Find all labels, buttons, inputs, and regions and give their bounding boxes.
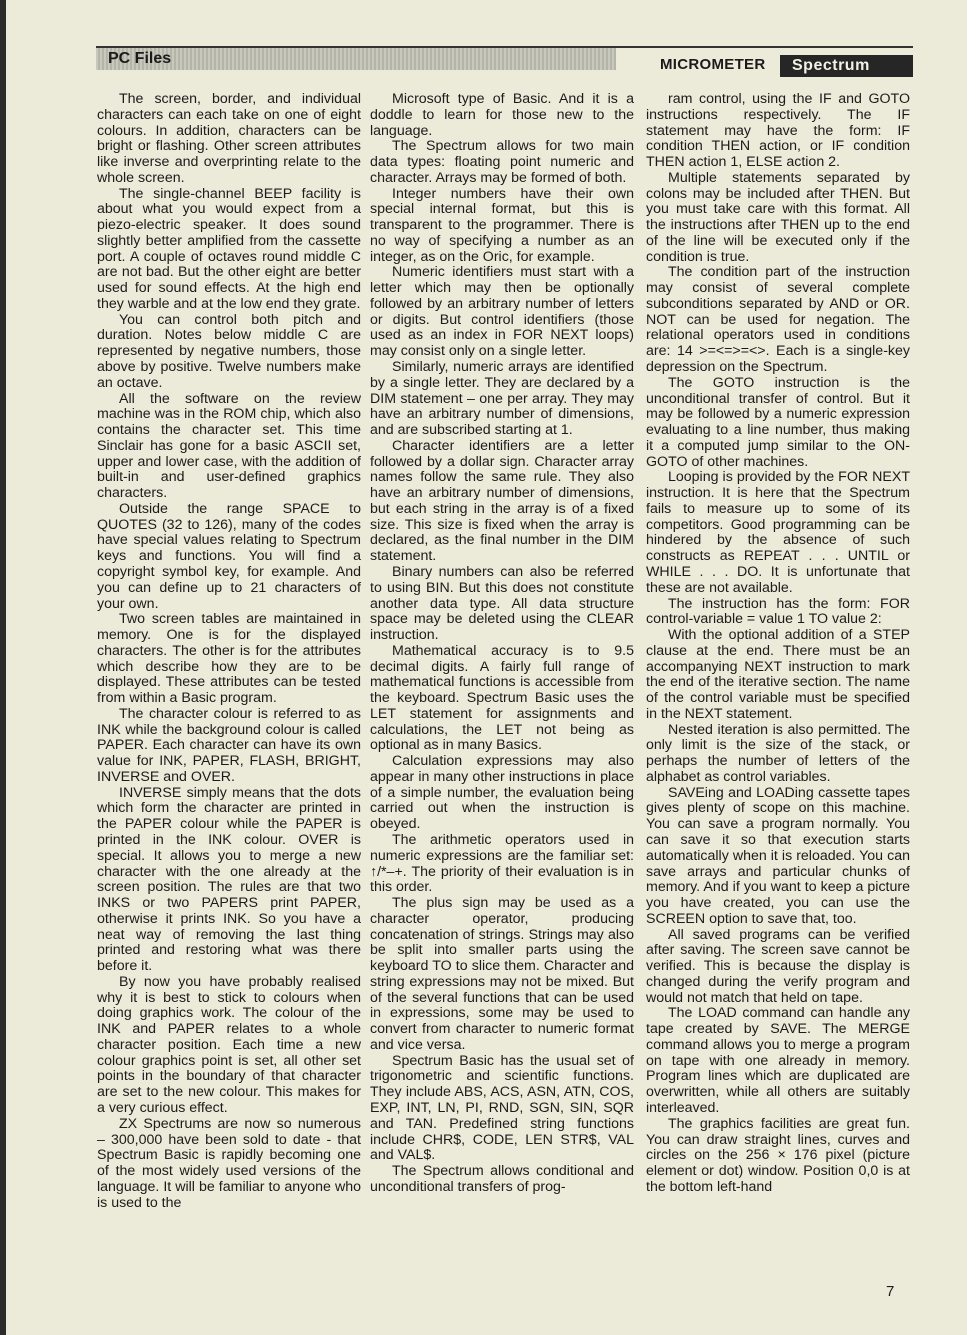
paragraph: The character colour is referred to as INK while the background colour is called PAPER. Each character can have its own value for INK, PAPER, FLASH, BRIGHT, INVERSE and OVER. [97,705,361,785]
paragraph: The Spectrum allows for two main data types: floating point numeric and character. Arrays may be formed of both. [370,138,634,186]
column-1 [97,92,361,1211]
section-tag: Spectrum [780,55,913,77]
paragraph: Outside the range SPACE to QUOTES (32 to 126), many of the codes have special values relating to Spectrum keys and functions. You will find a copyright symbol key, for example. And you can define up to 21 characters of your own. [97,500,361,612]
paragraph: Integer numbers have their own special internal format, but this is transparent to the programmer. There is no way of specifying a number as an integer, as on the Oric, for example. [370,185,634,265]
paragraph: The graphics facilities are great fun. You can draw straight lines, curves and circles on the 256 × 176 pixel (picture element or dot) window. Position 0,0 is at the bottom left-hand [646,1115,910,1195]
paragraph: Similarly, numeric arrays are identified by a single letter. They are declared by a DIM statement – one per array. They may have an arbitrary number of dimensions, and are subscribed starting at 1. [370,359,634,439]
paragraph: The screen, border, and individual characters can each take on one of eight colours. In addition, characters can be bright or flashing. Other screen attributes like inverse and overprinting relate to the whole screen. [97,91,361,186]
paragraph: ram control, using the IF and GOTO instructions respectively. The IF statement may have the form: IF condition THEN action, or IF condition THEN action 1, ELSE action 2. [646,91,910,171]
magazine-name: MICROMETER [660,56,766,73]
paragraph: The LOAD command can handle any tape created by SAVE. The MERGE command allows you to merge a program on tape with one already in memory. Program lines which are duplicated are overwritten, while all others are suitably interleaved. [646,1005,910,1116]
paragraph: All saved programs can be verified after saving. The screen save cannot be verified. This is because the display is changed during the verify program and would not match that held on tape. [646,926,910,1006]
paragraph: Numeric identifiers must start with a letter which may then be optionally followed by an arbitrary number of letters or digits. But control identifiers (those used as an index in FOR NEXT loops) may consist only on a single letter. [370,264,634,360]
paragraph: Mathematical accuracy is to 9.5 decimal digits. A fairly full range of mathematical functions is accessible from the keyboard. Spectrum Basic uses the LET statement for assignments and calculations, the LET not being as optional as in many Basics. [370,642,634,754]
paragraph: Multiple statements separated by colons may be included after THEN. But you must take care with this format. All the instructions after THEN up to the end of the line will be executed only if the condition is true. [646,169,910,265]
paragraph: SAVEing and LOADing cassette tapes gives plenty of scope on this machine. You can save a program normally. You can save it so that execution starts automatically when it is reloaded. You can save arrays and particular chunks of memory. And if you want to keep a picture you have created, you can use the SCREEN option to save that, too. [646,784,910,927]
paragraph: The Spectrum allows conditional and unconditional transfers of prog- [370,1163,634,1195]
paragraph: INVERSE simply means that the dots which form the character are printed in the PAPER colour while the PAPER is printed in the INK colour. OVER is special. It allows you to merge a new character with the one already at the screen position. The rules are that two INKS or two PAPERS print PAPER, otherwise it prints INK. So you have a neat way of removing the last thing printed and restoring what was there before it. [97,784,361,975]
paragraph: The single-channel BEEP facility is about what you would expect from a piezo-electric speaker. It does sound slightly better amplified from the cassette port. A couple of octaves round middle C are not bad. But the other eight are better used for sound effects. At the high end they warble and at the low end they grate. [97,185,361,312]
paragraph: The instruction has the form: FOR control-variable = value 1 TO value 2: [646,595,910,628]
column-2 [370,92,634,1196]
page-number: 7 [886,1283,895,1300]
header-band [96,48,616,70]
paragraph: The plus sign may be used as a character operator, producing concatenation of strings. Strings may also be split into smaller parts using the keyboard TO to slice them. Character and string expressions may not be mixed. But of the several functions that can be used in expressions, some may be used to convert from character to numeric format and vice versa. [370,895,634,1053]
section-title: PC Files [108,50,172,67]
paragraph: Calculation expressions may also appear in many other instructions in place of a simple number, the evaluation being carried out when the instruction is obeyed. [370,753,634,833]
paragraph: The arithmetic operators used in numeric expressions are the familiar set: ↑/*–+. The priority of their evaluation is in this order. [370,831,634,896]
paragraph: ZX Spectrums are now so numerous – 300,000 have been sold to date - that Spectrum Basic is rapidly becoming one of the most widely used versions of the language. It will be familiar to anyone who is used to the [97,1115,361,1211]
paragraph: All the software on the review machine was in the ROM chip, which also contains the character set. This time Sinclair has gone for a basic ASCII set, upper and lower case, with the addition of built-in and user-defined graphics characters. [97,390,361,502]
paragraph: Spectrum Basic has the usual set of trigonometric and scientific functions. They include ABS, ACS, ASN, ATN, COS, EXP, INT, LN, PI, RND, SGN, SIN, SQR and TAN. Predefined string functions include CHR$, CODE, LEN STR$, VAL and VAL$. [370,1052,634,1164]
paragraph: Two screen tables are maintained in memory. One is for the displayed characters. The other is for the attributes which describe how they are to be displayed. These attributes can be tested from within a Basic program. [97,611,361,707]
paragraph: Microsoft type of Basic. And it is a doddle to learn for those new to the language. [370,91,634,139]
paragraph: You can control both pitch and duration. Notes below middle C are represented by negative numbers, those above by positive. Twelve numbers make an octave. [97,311,361,391]
paragraph: The condition part of the instruction may consist of several complete subconditions separated by AND or OR. NOT can be used for negation. The relational operators used in conditions are: 14 >=<=>=<>. Each is a single-key depression on the Spectrum. [646,264,910,376]
paragraph: With the optional addition of a STEP clause at the end. There must be an accompanying NEXT instruction to mark the end of the iterative section. The name of the control variable must be specified in the NEXT statement. [646,627,910,722]
paragraph: The GOTO instruction is the unconditional transfer of control. But it may be followed by a numeric expression evaluating to a line number, thus making it a computed jump similar to the ON-GOTO of other machines. [646,374,910,470]
paragraph: By now you have probably realised why it is best to stick to colours when doing graphics work. The colour of the INK and PAPER relates to a whole character position. Each time a new colour graphics point is set, all other set points in the boundary of that character are set to the new colour. This makes for a very curious effect. [97,973,361,1116]
paragraph: Binary numbers can also be referred to using BIN. But this does not constitute another data type. All data structure space may be deleted using the CLEAR instruction. [370,563,634,644]
paragraph: Nested iteration is also permitted. The only limit is the size of the stack, or perhaps the number of letters of the alphabet as control variables. [646,721,910,785]
page-edge [0,0,6,1335]
paragraph: Character identifiers are a letter followed by a dollar sign. Character array names follow the same rule. They also have an arbitrary number of dimensions, but each string in the array is of a fixed size. This size is fixed when the array is declared, as the final number in the DIM statement. [370,437,634,565]
column-3 [646,92,910,1196]
paragraph: Looping is provided by the FOR NEXT instruction. It is here that the Spectrum fails to measure up to some of its competitors. Good programming can be hindered by the absence of such constructs as REPEAT . . . UNTIL or WHILE . . . DO. It is unfortunate that these are not available. [646,469,910,596]
